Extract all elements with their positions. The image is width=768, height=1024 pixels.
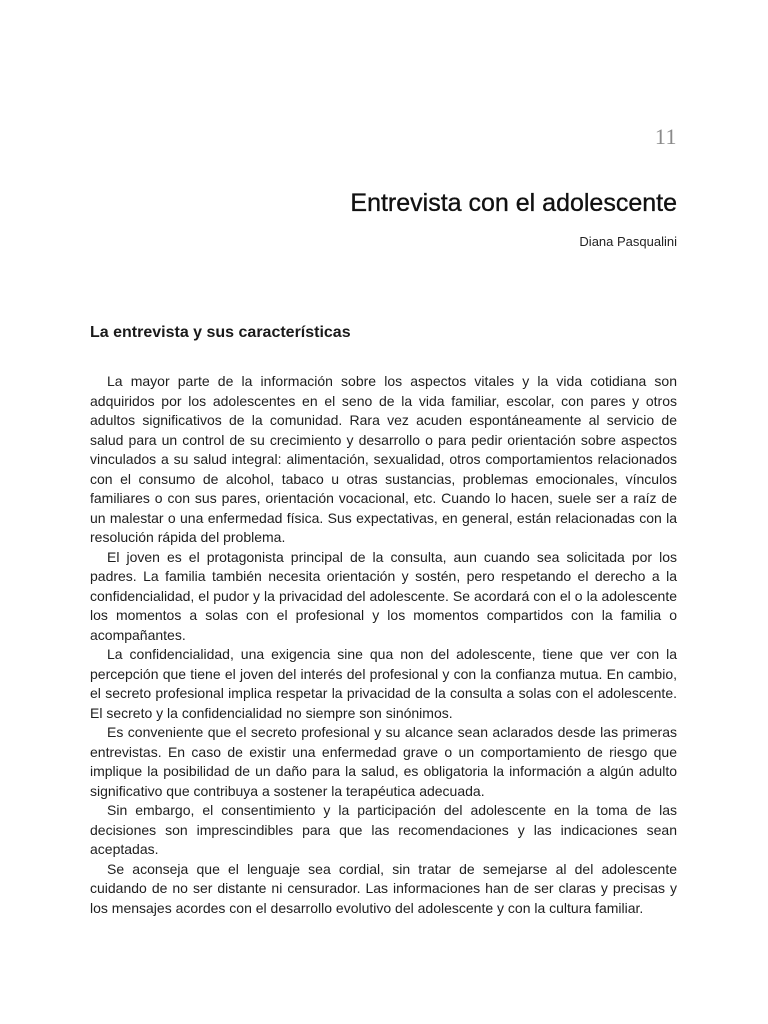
body-paragraph-2: El joven es el protagonista principal de la consulta, aun cuando sea solicitada por los padres. La familia también necesita orientación y sostén, pero respetando el derecho a la confidencialidad, el pudor y la privacidad del adolescente. Se acordará con el o la adolescente los momentos a solas con el profesional y los momentos compartidos con la familia o acompañantes. [90, 548, 677, 643]
body-paragraph-1: La mayor parte de la información sobre los aspectos vitales y la vida cotidiana son adquiridos por los adolescentes en el seno de la vida familiar, escolar, con pares y otros adultos significativos de la comunidad. Rara vez acuden espontáneamente al servicio de salud para un control de su crecimiento y desarrollo o para pedir orientación sobre aspectos vinculados a su salud integral: alimentación, sexualidad, otros comportamientos relacionados con el consumo de alcohol, tabaco u otras sustancias, problemas emocionales, vínculos familiares o con sus pares, orientación vocacional, etc. Cuando lo hacen, suele ser a raíz de un malestar o una enfermedad física. Sus expectativas, en general, están relacionadas con la resolución rápida del problema. [90, 373, 677, 545]
chapter-number: 11 [654, 124, 677, 149]
chapter-author: Diana Pasqualini [579, 234, 677, 249]
document-page [90, 0, 677, 1024]
body-paragraph-5: Sin embargo, el consentimiento y la participación del adolescente en la toma de las decisiones son imprescindibles para que las recomendaciones y las indicaciones sean aceptadas. [90, 802, 677, 857]
body-paragraph-4: Es conveniente que el secreto profesional y su alcance sean aclarados desde las primeras entrevistas. En caso de existir una enfermedad grave o un comportamiento de riesgo que implique la posibilidad de un daño para la salud, es obligatoria la información a algún adulto significativo que contribuya a sostener la terapéutica adecuada. [90, 724, 677, 799]
section-body [90, 372, 677, 918]
chapter-title: Entrevista con el adolescente [350, 189, 677, 217]
body-paragraph-3: La confidencialidad, una exigencia sine qua non del adolescente, tiene que ver con la percepción que tiene el joven del interés del profesional y con la confianza mutua. En cambio, el secreto profesional implica respetar la privacidad de la consulta a solas con el adolescente. El secreto y la confidencialidad no siempre son sinónimos. [90, 646, 677, 721]
section-heading: La entrevista y sus características [90, 324, 351, 341]
body-paragraph-6: Se aconseja que el lenguaje sea cordial, sin tratar de semejarse al del adolescente cuidando de no ser distante ni censurador. Las informaciones han de ser claras y precisas y los mensajes acordes con el desarrollo evolutivo del adolescente y con la cultura familiar. [90, 860, 677, 916]
